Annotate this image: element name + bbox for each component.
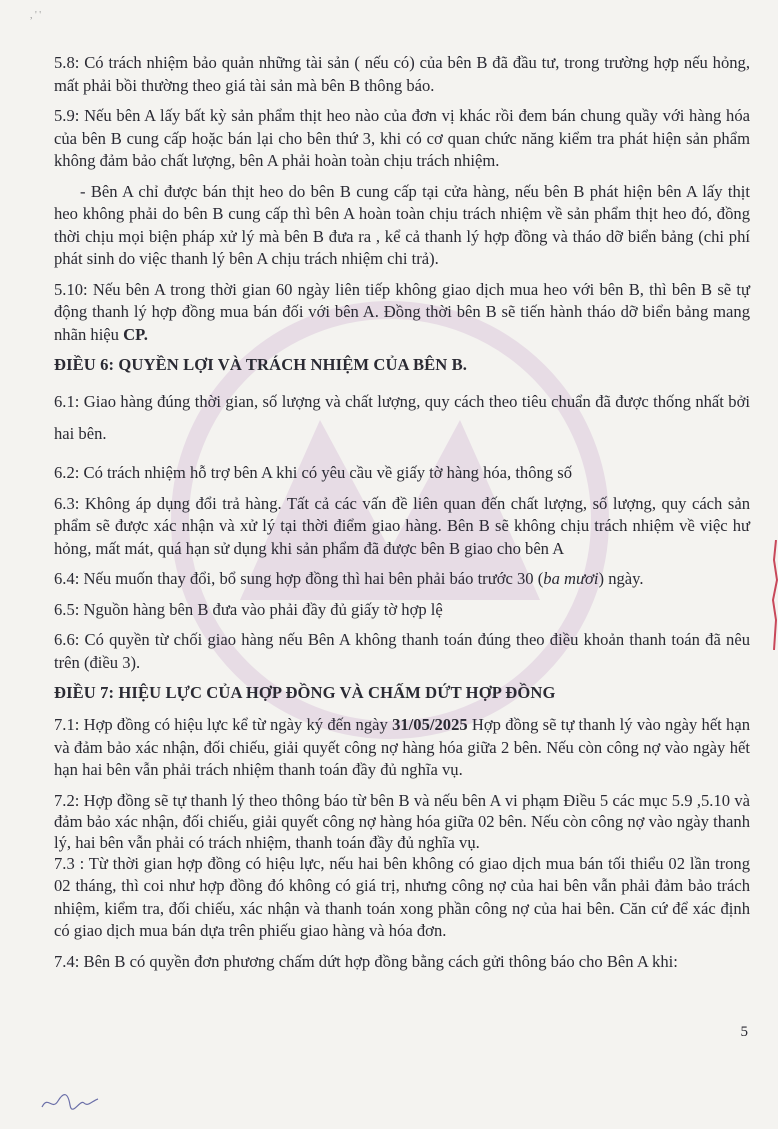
- paragraph: 7.3 : Từ thời gian hợp đồng có hiệu lực, nếu hai bên không có giao dịch mua bán tối thiểu 02 lần trong 02 tháng, thì coi như hợp đồng đó không có giá trị, nhưng công nợ của hai bên vẫn phải đảm bảo trách nhiệm, kiểm tra, đối chiếu, xác nhận và thanh toán xong phần công nợ của hai bên. Căn cứ để xác định có giao dịch mua bán dựa trên phiếu giao hàng và hóa đơn.: [54, 853, 750, 940]
- paragraph: 5.9: Nếu bên A lấy bất kỳ sản phẩm thịt heo nào của đơn vị khác rồi đem bán chung quầy với hàng hóa của bên B cung cấp hoặc bán lại cho bên thứ 3, khi có cơ quan chức năng kiểm tra phát hiện sản phẩm không đảm bảo chất lượng, bên A phải hoàn toàn chịu trách nhiệm.: [54, 106, 750, 170]
- paragraph-text: ) ngày.: [598, 569, 644, 588]
- paragraph: 6.1: Giao hàng đúng thời gian, số lượng và chất lượng, quy cách theo tiêu chuẩn đã được thống nhất bởi hai bên.: [54, 392, 750, 443]
- emphasis-italic: ba mươi: [543, 569, 599, 588]
- paragraph-text: 5.10: Nếu bên A trong thời gian 60 ngày liên tiếp không giao dịch mua heo với bên B, thì bên B sẽ tự động thanh lý hợp đồng mua bán đối với bên A. Đồng thời bên B sẽ tiến hành tháo dỡ biển bảng mang nhãn hiệu: [54, 279, 750, 344]
- paragraph: 6.2: Có trách nhiệm hỗ trợ bên A khi có yêu cầu về giấy tờ hàng hóa, thông số: [54, 463, 573, 482]
- paragraph: 5.8: Có trách nhiệm bảo quản những tài sản ( nếu có) của bên B đã đầu tư, trong trường hợp nếu hỏng, mất phải bồi thường theo giá tài sản mà bên B thông báo.: [54, 53, 750, 95]
- paragraph: 7.4: Bên B có quyền đơn phương chấm dứt hợp đồng bằng cách gửi thông báo cho Bên A khi:: [54, 951, 678, 971]
- paragraph: [54, 714, 750, 782]
- paragraph: [54, 568, 750, 591]
- paragraph: 6.6: Có quyền từ chối giao hàng nếu Bên A không thanh toán đúng theo điều khoản thanh toán đã nêu trên (điều 3).: [54, 630, 750, 672]
- corner-mark: , ' ': [30, 10, 42, 21]
- paragraph: 6.3: Không áp dụng đổi trả hàng. Tất cả các vấn đề liên quan đến chất lượng, số lượng, quy cách sản phẩm sẽ được xác nhận và xử lý tại thời điểm giao hàng. Bên B sẽ không chịu trách nhiệm về việc hư hỏng, mất mát, quá hạn sử dụng khi sản phẩm đã được bên B giao cho bên A: [54, 493, 750, 558]
- paragraph: - Bên A chỉ được bán thịt heo do bên B cung cấp tại cửa hàng, nếu bên B phát hiện bên A lấy thịt heo không phải do bên B cung cấp thì bên A hoàn toàn chịu trách nhiệm về sản phẩm thịt heo đó, đồng thời chịu mọi biện pháp xử lý mà bên B đưa ra , kể cả thanh lý hợp đồng và tháo dỡ biển bảng (chi phí phát sinh do việc thanh lý bên A chịu trách nhiệm chi trả).: [54, 181, 750, 268]
- page-number: 5: [740, 1024, 748, 1040]
- signature-icon: [40, 1085, 100, 1115]
- paragraph: 6.5: Nguồn hàng bên B đưa vào phải đầy đủ giấy tờ hợp lệ: [54, 599, 443, 619]
- paragraph: [54, 279, 750, 347]
- paragraph-text: Hợp đồng sẽ tự thanh lý vào ngày hết hạn và đảm bảo xác nhận, đối chiếu, giải quyết công nợ hàng hóa giữa 2 bên. Nếu còn công nợ vào ngày hết hạn hai bên vẫn phải trách nhiệm thanh toán đầy đủ nghĩa vụ.: [54, 715, 750, 779]
- stamp-edge-icon: [768, 540, 778, 650]
- paragraph: 7.2: Hợp đồng sẽ tự thanh lý theo thông báo từ bên B và nếu bên A vi phạm Điều 5 các mục 5.9 ,5.10 và đảm bảo xác nhận, đối chiếu, giải quyết công nợ hàng hóa giữa 02 bên. Nếu còn công nợ vào ngày thanh lý, hai bên vẫn phải có trách nhiệm, thanh toán đầy đủ nghĩa vụ.: [54, 790, 750, 852]
- paragraph-text: 6.4: Nếu muốn thay đổi, bổ sung hợp đồng thì hai bên phải báo trước 30 (: [54, 569, 544, 588]
- paragraph-text: 7.1: Hợp đồng có hiệu lực kể từ ngày ký đến ngày: [54, 715, 393, 734]
- emphasis-bold: CP.: [123, 324, 148, 344]
- document-body: [54, 52, 750, 981]
- section-heading: ĐIỀU 7: HIỆU LỰC CỦA HỢP ĐỒNG VÀ CHẤM DỨT HỢP ĐỒNG: [54, 683, 556, 702]
- emphasis-bold: 31/05/2025: [392, 715, 468, 734]
- section-heading: ĐIỀU 6: QUYỀN LỢI VÀ TRÁCH NHIỆM CỦA BÊN B.: [54, 355, 468, 374]
